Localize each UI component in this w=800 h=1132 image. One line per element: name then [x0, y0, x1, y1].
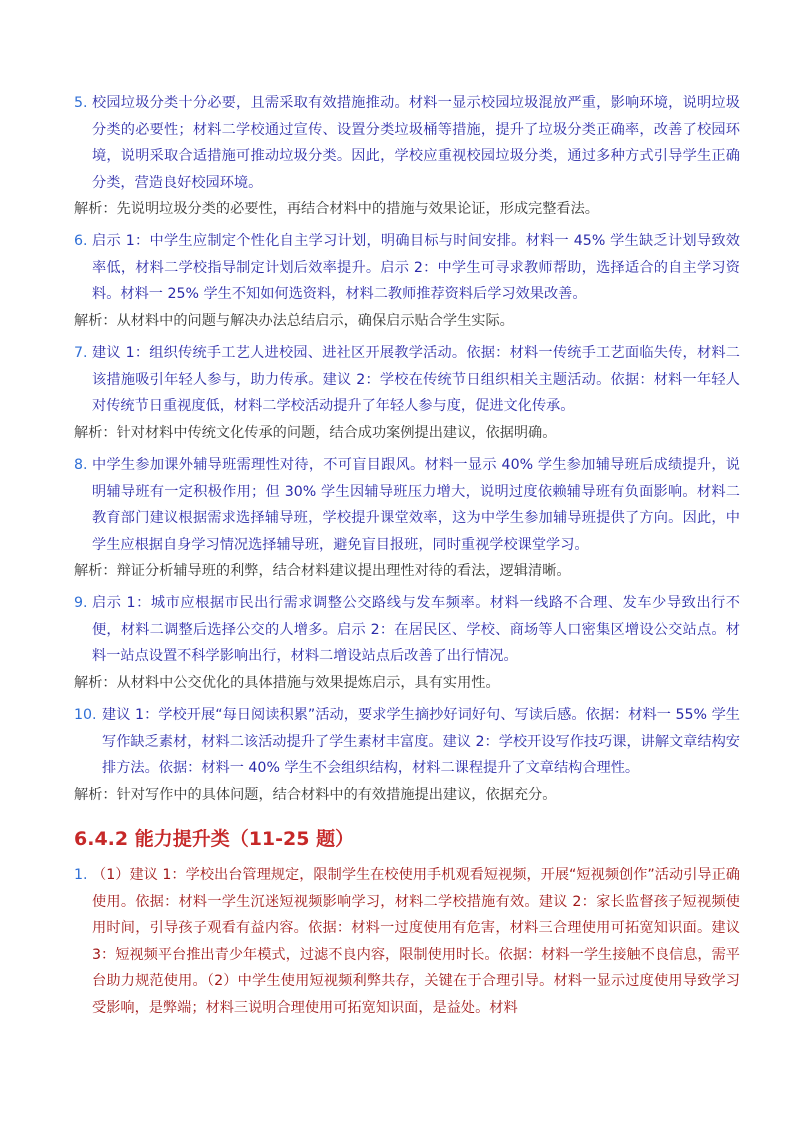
item-text: （1）建议 1：学校出台管理规定，限制学生在校使用手机观看短视频，开展“短视频创作”活动引导正确使用。依据：材料一学生沉迷短视频影响学习，材料二学校措施有效。建议 2：家长监督孩子短视频使用时间，引导孩子观看有益内容。依据：材料一过度使用有危害，材料三合理使用可拓宽知识面。建议 3：短视频平台推出青少年模式，过滤不良内容，限制使用时长。依据：材料一学生接触不良信息，需平台助力规范使用。（2）中学生使用短视频利弊共存，关键在于合理引导。材料一显示过度使用导致学习受影响，是弊端；材料三说明合理使用可拓宽知识面，是益处。材料 [92, 867, 740, 1016]
item-number: 7. [74, 345, 88, 361]
section-heading: 6.4.2 能力提升类（11-25 题） [74, 828, 355, 850]
explanation-10: 解析：针对写作中的具体问题，结合材料中的有效措施提出建议，依据充分。 [74, 787, 557, 803]
item-number: 8. [74, 457, 88, 473]
answer-item-7 [74, 340, 740, 420]
explanation-5: 解析：先说明垃圾分类的必要性，再结合材料中的措施与效果论证，形成完整看法。 [74, 201, 599, 217]
item-text: 启示 1：城市应根据市民出行需求调整公交路线与发车频率。材料一线路不合理、发车少导致出行不便，材料二调整后选择公交的人增多。启示 2：在居民区、学校、商场等人口密集区增设公交站点。材料一站点设置不科学影响出行，材料二增设站点后改善了出行情况。 [92, 595, 740, 664]
answer-item-10 [74, 702, 740, 782]
item-number: 9. [74, 595, 88, 611]
explanation-9: 解析：从材料中公交优化的具体措施与效果提炼启示，具有实用性。 [74, 675, 500, 691]
explanation-8: 解析：辩证分析辅导班的利弊，结合材料建议提出理性对待的看法，逻辑清晰。 [74, 563, 571, 579]
item-text: 校园垃圾分类十分必要，且需采取有效措施推动。材料一显示校园垃圾混放严重，影响环境，说明垃圾分类的必要性；材料二学校通过宣传、设置分类垃圾桶等措施，提升了垃圾分类正确率，改善了校园环境，说明采取合适措施可推动垃圾分类。因此，学校应重视校园垃圾分类，通过多种方式引导学生正确分类，营造良好校园环境。 [92, 95, 740, 191]
item-text: 建议 1：学校开展“每日阅读积累”活动，要求学生摘抄好词好句、写读后感。依据：材料一 55% 学生写作缺乏素材，材料二该活动提升了学生素材丰富度。建议 2：学校开设写作技巧课，讲解文章结构安排方法。依据：材料一 40% 学生不会组织结构，材料二课程提升了文章结构合理性。 [102, 707, 740, 776]
item-text: 建议 1：组织传统手工艺人进校园、进社区开展教学活动。依据：材料一传统手工艺面临失传，材料二该措施吸引年轻人参与，助力传承。建议 2：学校在传统节日组织相关主题活动。依据：材料一年轻人对传统节日重视度低，材料二学校活动提升了年轻人参与度，促进文化传承。 [92, 345, 740, 414]
answer-item-6 [74, 228, 740, 308]
item-number: 6. [74, 233, 88, 249]
answer-item-5 [74, 90, 740, 196]
item-number: 10. [74, 707, 97, 723]
item-number: 5. [74, 95, 88, 111]
explanation-6: 解析：从材料中的问题与解决办法总结启示，确保启示贴合学生实际。 [74, 313, 514, 329]
answer-item-9 [74, 590, 740, 670]
answer-item-1 [74, 862, 740, 1021]
explanation-7: 解析：针对材料中传统文化传承的问题，结合成功案例提出建议，依据明确。 [74, 425, 557, 441]
item-text: 启示 1：中学生应制定个性化自主学习计划，明确目标与时间安排。材料一 45% 学生缺乏计划导致效率低，材料二学校指导制定计划后效率提升。启示 2：中学生可寻求教师帮助，选择适合的自主学习资料。材料一 25% 学生不知如何选资料，材料二教师推荐资料后学习效果改善。 [92, 233, 740, 302]
answer-item-8 [74, 452, 740, 558]
item-number: 1. [74, 867, 88, 883]
item-text: 中学生参加课外辅导班需理性对待，不可盲目跟风。材料一显示 40% 学生参加辅导班后成绩提升，说明辅导班有一定积极作用；但 30% 学生因辅导班压力增大，说明过度依赖辅导班有负面影响。材料二教育部门建议根据需求选择辅导班，学校提升课堂效率，这为中学生参加辅导班提供了方向。因此，中学生应根据自身学习情况选择辅导班，避免盲目报班，同时重视学校课堂学习。 [92, 457, 740, 553]
